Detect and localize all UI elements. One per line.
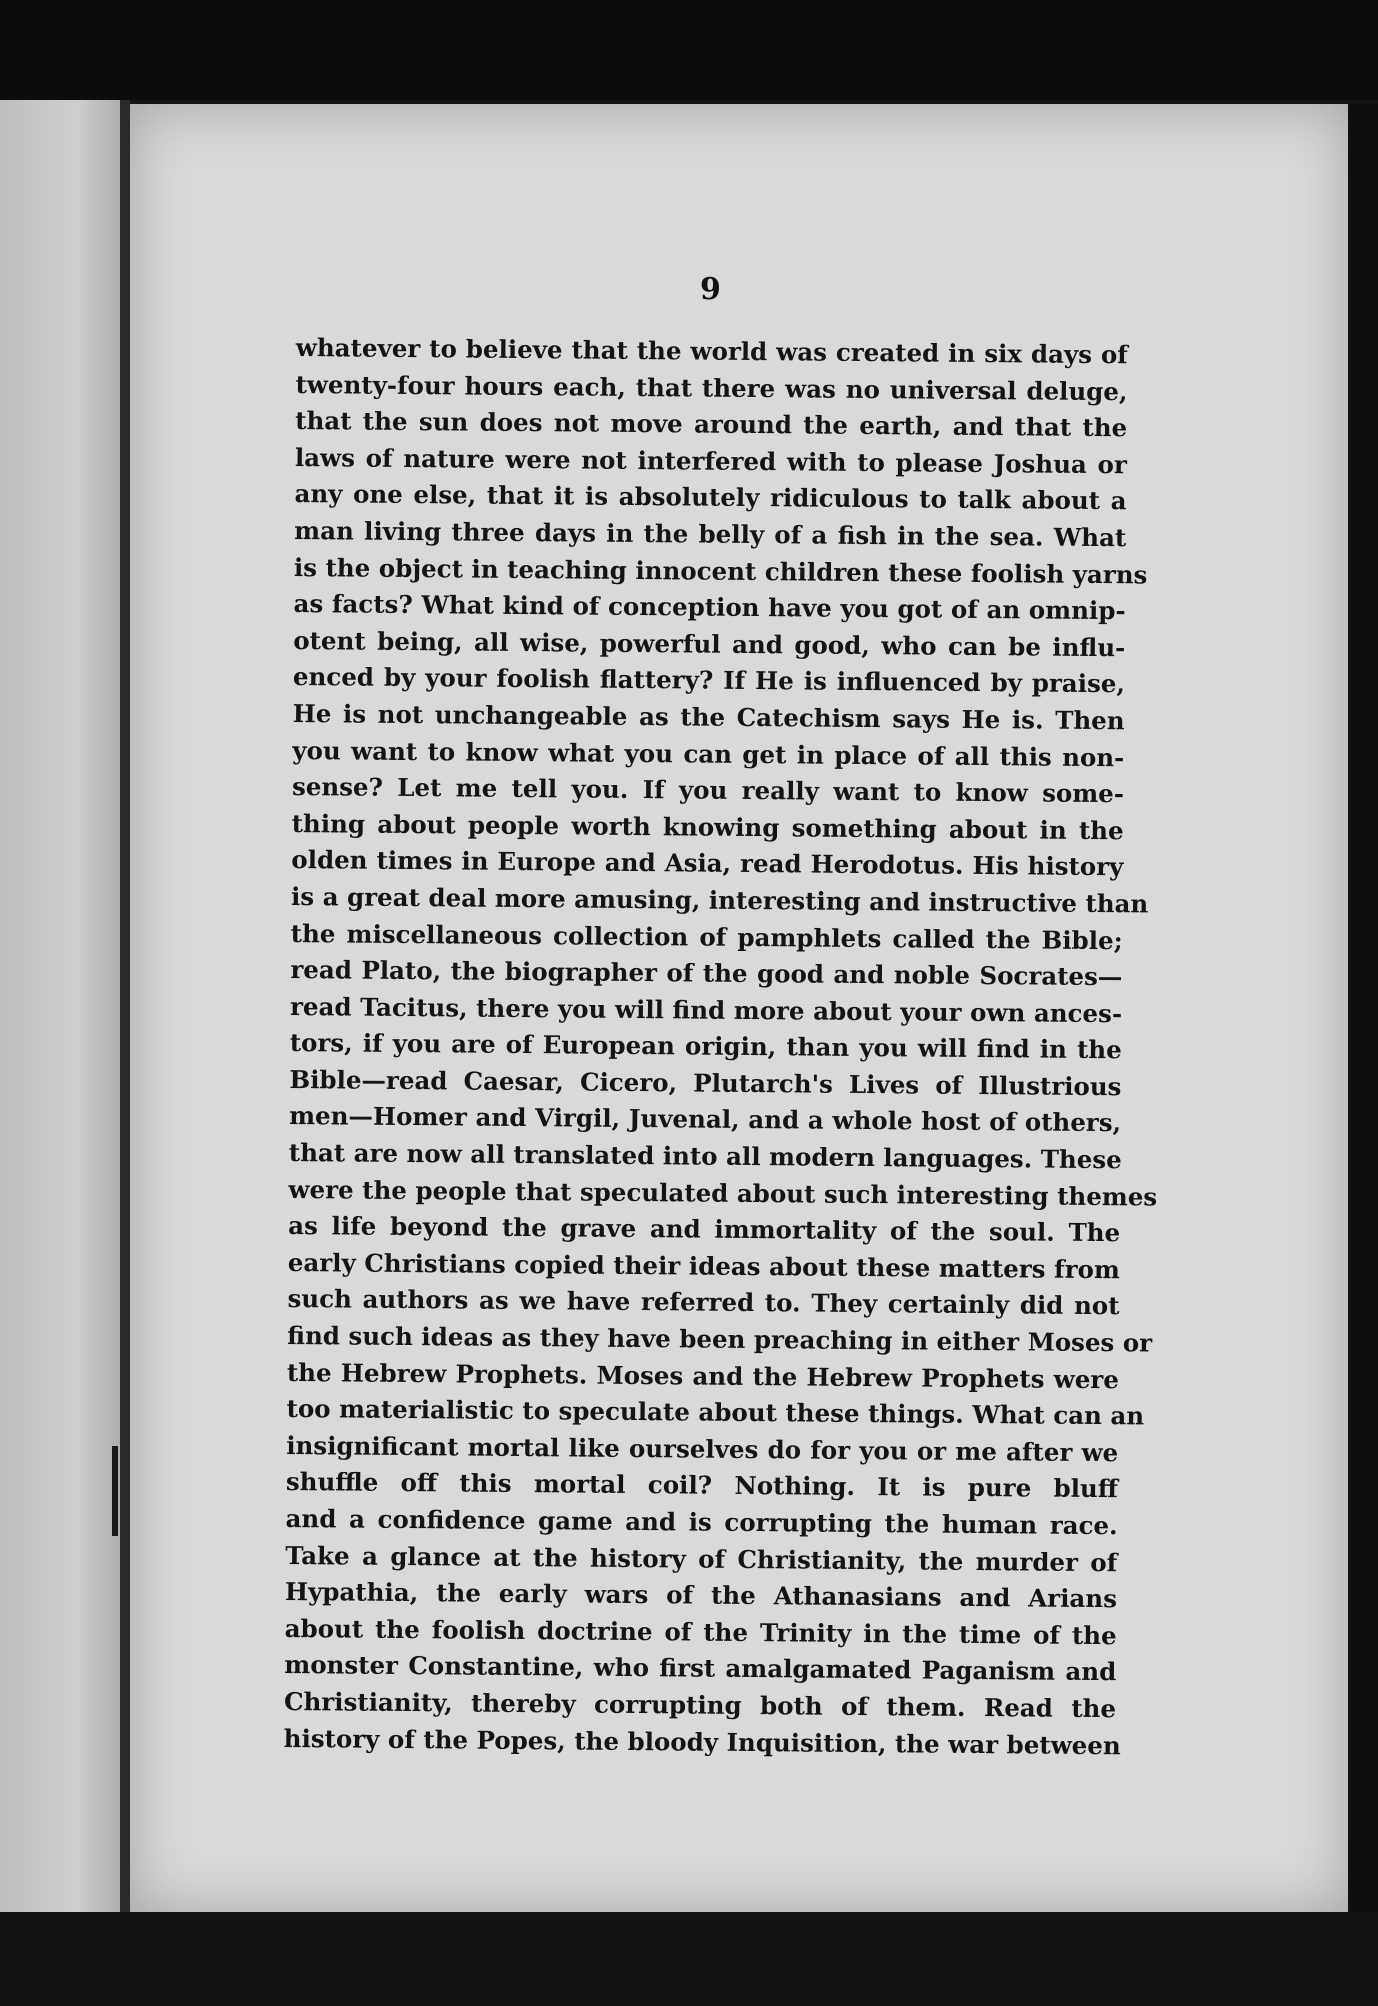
margin-mark — [112, 1446, 118, 1536]
text-line: that are now all translated into all modern languages. These — [288, 1138, 1122, 1175]
text-line: read Plato, the biographer of the good and noble Socrates— — [290, 955, 1123, 992]
text-line: read Tacitus, there you will find more about your own ances- — [289, 991, 1123, 1028]
text-line: man living three days in the belly of a fish in the sea. What — [294, 515, 1127, 553]
text-line: sense? Let me tell you. If you really want to know some- — [291, 772, 1125, 809]
scan-top-border — [0, 0, 1378, 100]
text-line: is the object in teaching innocent children these foolish yarns — [293, 552, 1148, 590]
text-line: is a great deal more amusing, interesting and instructive than — [290, 881, 1149, 919]
text-line: any one else, that it is absolutely ridiculous to talk about a — [294, 479, 1127, 516]
text-line: you want to know what you can get in place of all this non- — [292, 735, 1125, 772]
text-line: shuffle off this mortal coil? Nothing. It is pure bluff — [285, 1467, 1119, 1504]
body-text — [283, 330, 1158, 1764]
scan-bottom-border — [0, 1912, 1378, 2006]
text-line: about the foolish doctrine of the Trinity in the time of the — [284, 1613, 1117, 1650]
text-line: early Christians copied their ideas about these matters from — [287, 1247, 1120, 1285]
text-line: He is not unchangeable as the Catechism says He is. Then — [292, 698, 1125, 736]
text-line: the miscellaneous collection of pamphlets called the Bible; — [290, 918, 1123, 955]
text-line: the Hebrew Prophets. Moses and the Hebrew Prophets were — [286, 1357, 1120, 1394]
text-line: that the sun does not move around the earth, and that the — [295, 406, 1128, 443]
text-line: whatever to believe that the world was created in six days of — [295, 332, 1128, 370]
facing-page-edge — [0, 100, 126, 1930]
book-gutter — [120, 100, 130, 1920]
scan-right-border — [1348, 104, 1378, 1914]
page-number: 9 — [700, 272, 721, 307]
text-line: too materialistic to speculate about these things. What can an — [286, 1394, 1145, 1431]
text-line: laws of nature were not interfered with to please Joshua or — [294, 442, 1127, 480]
text-line: olden times in Europe and Asia, read Herodotus. His history — [291, 845, 1124, 882]
text-line: enced by your foolish flattery? If He is influenced by praise, — [292, 662, 1126, 699]
text-line: Hypathia, the early wars of the Athanasians and Arians — [284, 1577, 1118, 1614]
text-line: insignificant mortal like ourselves do for you or me after we — [286, 1430, 1119, 1468]
text-line: twenty-four hours each, that there was no universal deluge, — [295, 369, 1128, 406]
text-line: otent being, all wise, powerful and good, who can be influ- — [293, 625, 1126, 662]
text-line: men—Homer and Virgil, Juvenal, and a whole host of others, — [289, 1101, 1122, 1138]
text-line: history of the Popes, the bloody Inquisition, the war between — [283, 1723, 1121, 1760]
text-line: were the people that speculated about such interesting themes — [288, 1174, 1158, 1212]
text-line: as life beyond the grave and immortality of the soul. The — [288, 1211, 1121, 1248]
text-line: tors, if you are of European origin, than you will find in the — [289, 1028, 1122, 1065]
text-line: and a confidence game and is corrupting the human race. — [285, 1503, 1118, 1541]
text-line: monster Constantine, who first amalgamated Paganism and — [284, 1650, 1117, 1687]
text-line: Take a glance at the history of Christianity, the murder of — [285, 1540, 1118, 1577]
text-line: find such ideas as they have been preaching in either Moses or — [287, 1320, 1153, 1358]
text-line: such authors as we have referred to. They certainly did not — [287, 1284, 1120, 1321]
text-line: thing about people worth knowing something about in the — [291, 808, 1124, 845]
text-line: Bible—read Caesar, Cicero, Plutarch's Lives of Illustrious — [289, 1064, 1122, 1102]
text-line: as facts? What kind of conception have you got of an omnip- — [293, 589, 1126, 626]
text-line: Christianity, thereby corrupting both of them. Read the — [283, 1686, 1117, 1724]
